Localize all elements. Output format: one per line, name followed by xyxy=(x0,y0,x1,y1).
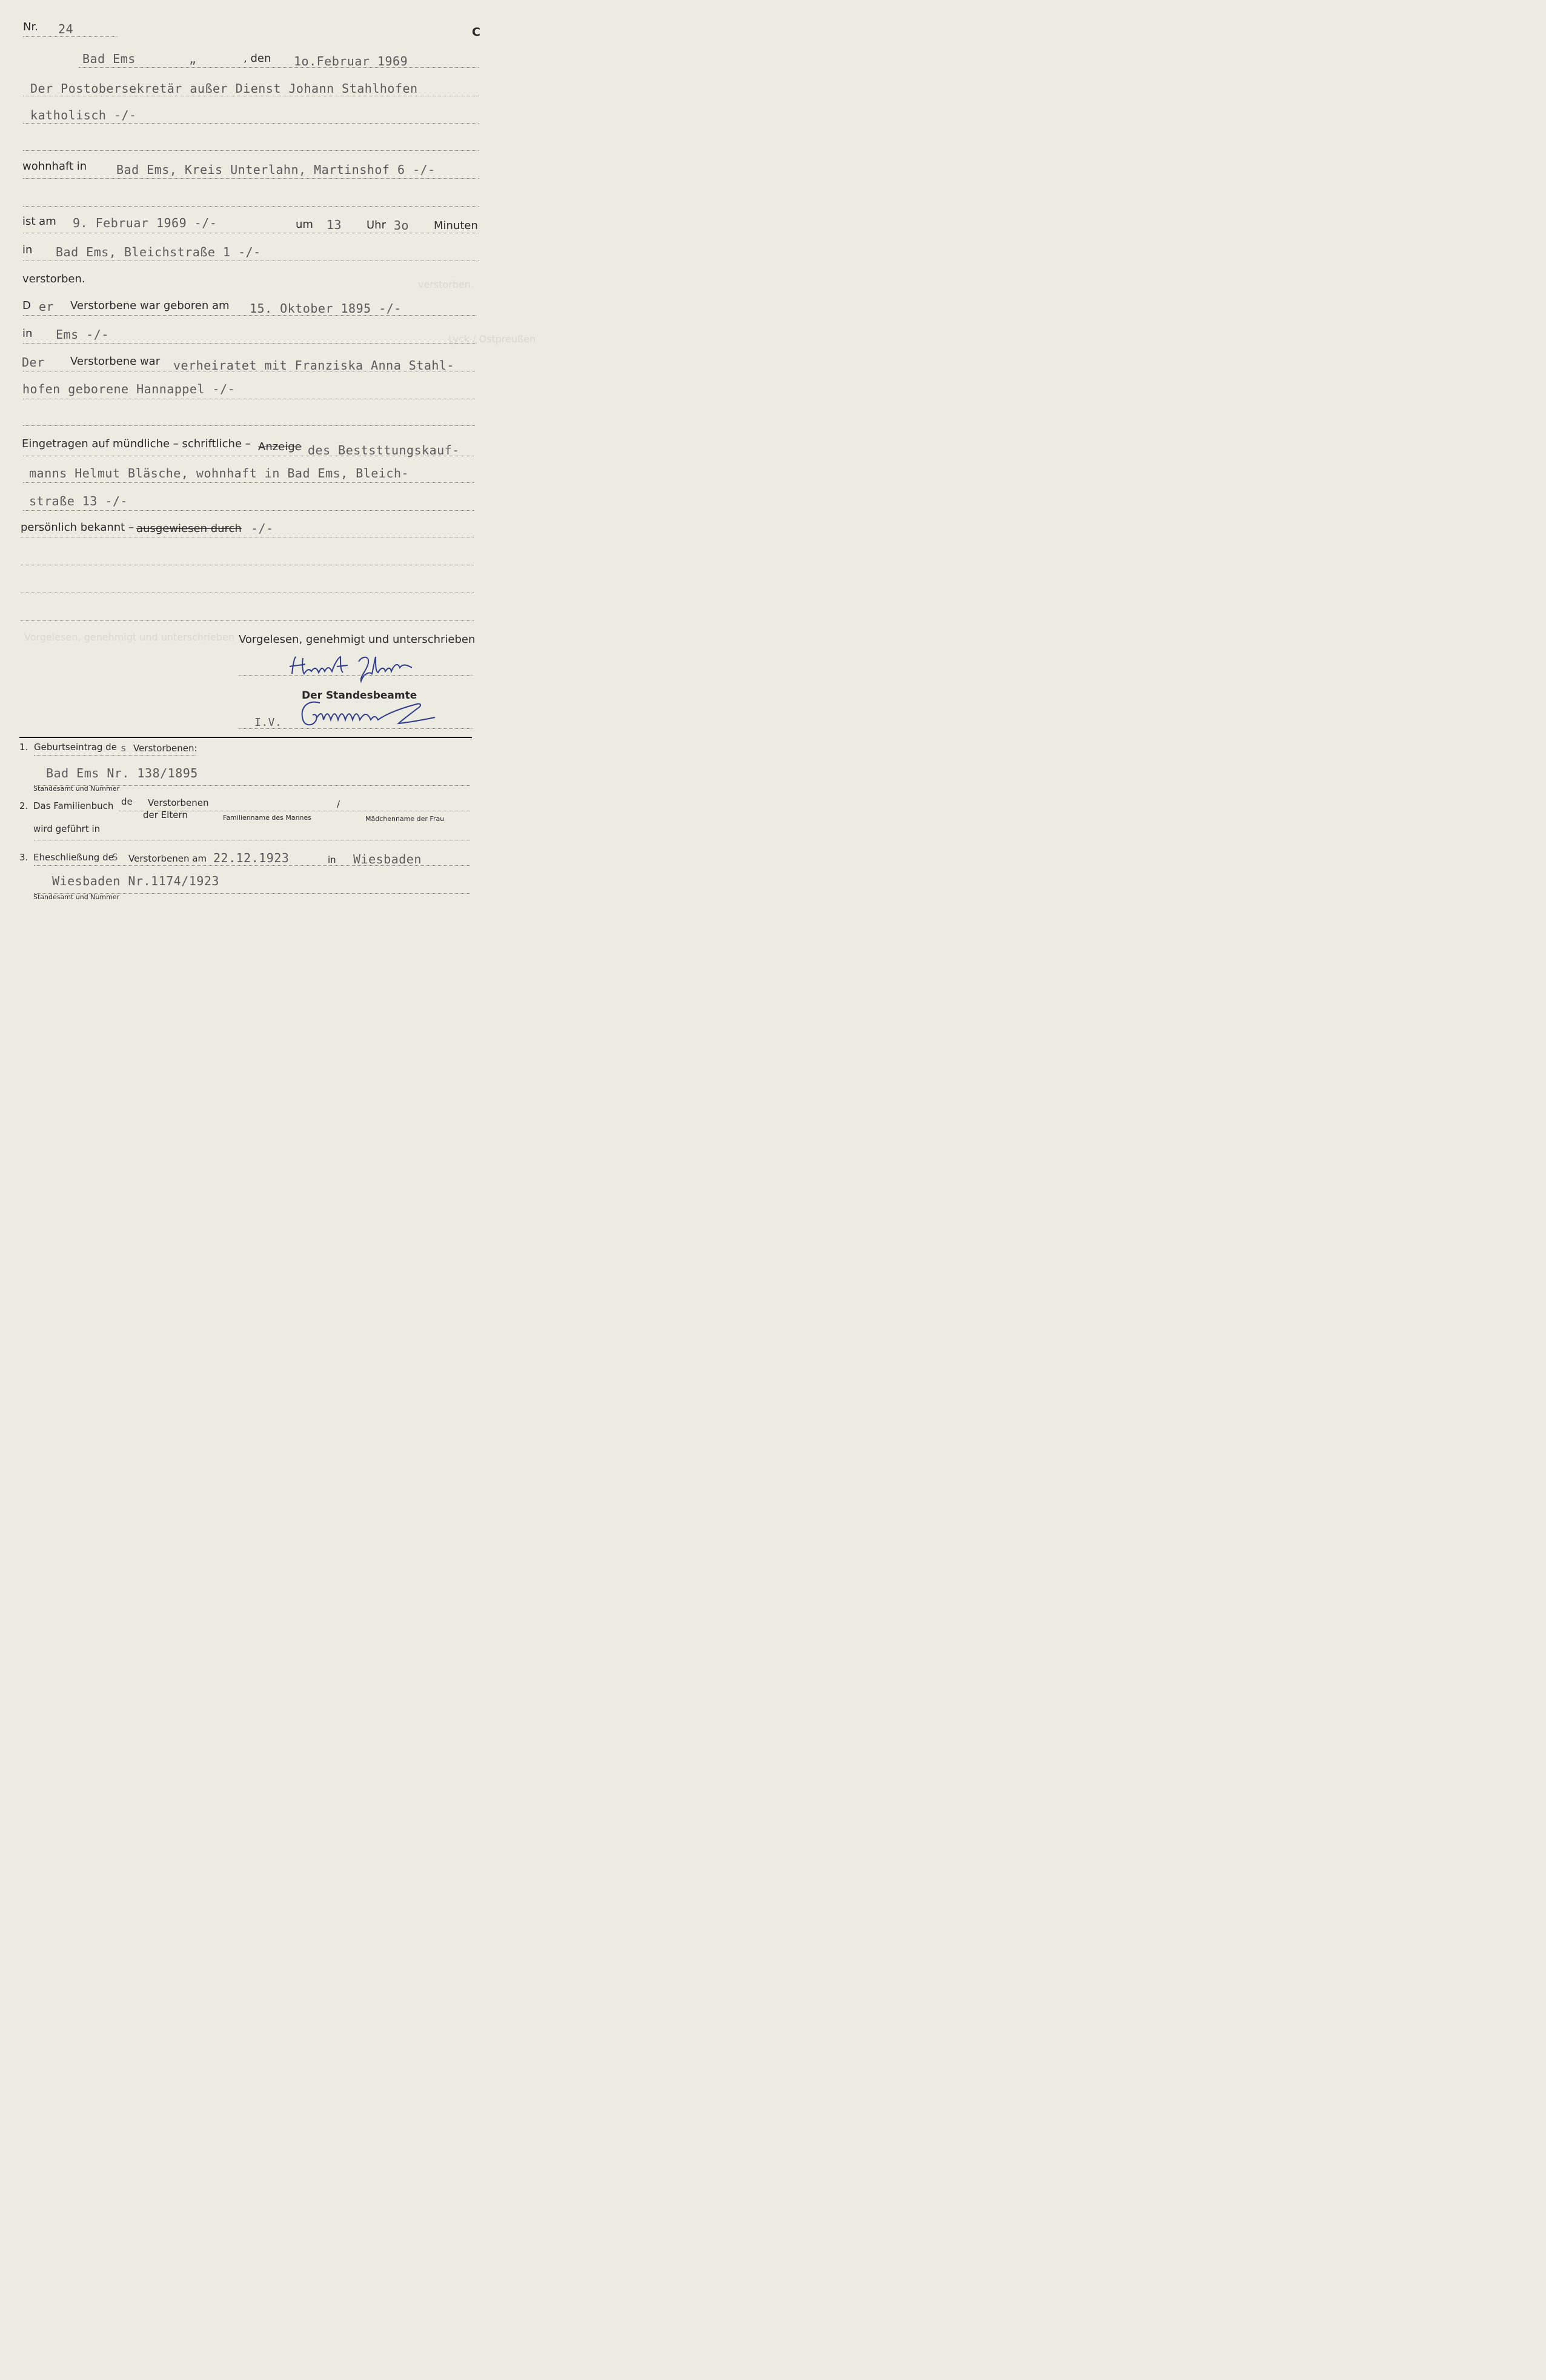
known-struck: ausgewiesen durch xyxy=(136,522,242,535)
registration-line-3: straße 13 -/- xyxy=(29,494,128,508)
birth-er: er xyxy=(39,299,55,314)
nr-line xyxy=(23,36,118,37)
marriage-date: 22.12.1923 xyxy=(213,851,290,865)
death-uhr-label: Uhr xyxy=(367,219,386,231)
place-date-line xyxy=(79,67,479,68)
deceased-line-2-rule xyxy=(23,123,479,124)
office-number-caption: Standesamt und Nummer xyxy=(33,785,120,793)
died-label: verstorben. xyxy=(22,273,85,285)
marriage-place: Wiesbaden xyxy=(353,852,422,866)
office-number-caption-2: Standesamt und Nummer xyxy=(33,893,120,901)
show-through-text: Vorgelesen, genehmigt und unterschrieben xyxy=(24,631,235,643)
blank-rule xyxy=(23,150,479,151)
den-label: , den xyxy=(244,52,271,65)
marital-line-2: hofen geborene Hannappel -/- xyxy=(22,382,236,396)
marriage-label-b: Verstorbenen am xyxy=(128,853,207,864)
registration-rule-2 xyxy=(23,482,474,483)
blank-rule xyxy=(21,620,474,621)
corner-letter: C xyxy=(472,25,480,39)
kept-in-label: wird geführt in xyxy=(33,823,101,834)
informant-signature xyxy=(285,650,424,686)
birth-place: Ems -/- xyxy=(56,327,109,342)
show-through-text: verstorben. xyxy=(418,279,474,290)
death-minutes-label: Minuten xyxy=(434,219,478,232)
family-book-deceased: Verstorbenen xyxy=(148,797,209,808)
birth-date-rule xyxy=(23,315,476,316)
section-divider xyxy=(19,737,472,738)
marital-label: Verstorbene war xyxy=(70,355,161,368)
residence-label: wohnhaft in xyxy=(22,160,87,173)
iv-label: I.V. xyxy=(254,716,282,729)
official-signature xyxy=(296,696,441,732)
note-1-number: 1. xyxy=(19,742,28,753)
known-value: -/- xyxy=(251,521,274,536)
registration-line-1: des Beststtungskauf- xyxy=(308,443,460,457)
birth-entry-label-s: s xyxy=(121,742,127,754)
read-approved-signed: Vorgelesen, genehmigt und unterschrieben xyxy=(239,633,476,646)
family-book-slash: / xyxy=(337,799,340,809)
marital-der: Der xyxy=(22,355,45,370)
registration-line-2: manns Helmut Bläsche, wohnhaft in Bad Ems, Bleich- xyxy=(29,466,410,480)
date: 1o.Februar 1969 xyxy=(294,54,408,68)
birth-place-label: in xyxy=(22,327,33,340)
place: Bad Ems xyxy=(82,52,136,66)
family-book-parents: der Eltern xyxy=(143,809,188,820)
registration-rule-3 xyxy=(23,510,474,511)
residence-value: Bad Ems, Kreis Unterlahn, Martinshof 6 -/- xyxy=(116,162,436,177)
show-through-text: Lyck / Ostpreußen xyxy=(448,333,536,345)
deceased-line-1: Der Postobersekretär außer Dienst Johann Stahlhofen xyxy=(30,81,418,96)
nr-label: Nr. xyxy=(23,21,38,33)
wife-maiden-caption: Mädchenname der Frau xyxy=(365,815,445,823)
death-place-label: in xyxy=(22,244,33,256)
death-minutes: 3o xyxy=(394,218,410,233)
marriage-label-s: S xyxy=(112,851,119,863)
death-place: Bad Ems, Bleichstraße 1 -/- xyxy=(56,245,261,259)
informant-signature-rule xyxy=(239,675,473,676)
note-2-number: 2. xyxy=(19,800,28,811)
nr-value: 24 xyxy=(58,22,74,36)
blank-rule xyxy=(23,206,479,207)
marriage-office-value: Wiesbaden Nr.1174/1923 xyxy=(52,874,219,888)
birth-d: D xyxy=(22,299,31,312)
birth-entry-label-a: Geburtseintrag de xyxy=(34,742,117,753)
official-title: Der Standesbeamte xyxy=(302,690,417,702)
death-date-label: ist am xyxy=(22,215,56,228)
place-sep: „ xyxy=(189,52,197,66)
family-book-de: de xyxy=(121,796,133,807)
death-um-label: um xyxy=(296,218,313,231)
known-label: persönlich bekannt – xyxy=(21,521,134,534)
birth-entry-value: Bad Ems Nr. 138/1895 xyxy=(46,766,198,780)
death-hour: 13 xyxy=(327,218,342,232)
note-3-number: 3. xyxy=(19,852,28,863)
official-signature-rule xyxy=(239,728,473,729)
husband-surname-caption: Familienname des Mannes xyxy=(223,814,312,822)
registration-label: Eingetragen auf mündliche – schriftliche – xyxy=(22,437,251,450)
residence-rule xyxy=(23,178,479,179)
birth-label: Verstorbene war geboren am xyxy=(70,299,230,312)
death-date: 9. Februar 1969 -/- xyxy=(73,216,217,230)
birth-place-rule xyxy=(23,343,476,344)
deceased-line-2: katholisch -/- xyxy=(30,108,137,122)
birth-entry-label-b: Verstorbenen: xyxy=(133,743,197,754)
marriage-rule xyxy=(34,865,470,866)
marital-line-1: verheiratet mit Franziska Anna Stahl- xyxy=(173,358,455,373)
family-book-label: Das Familienbuch xyxy=(33,800,114,811)
registration-struck: Anzeige xyxy=(258,440,302,453)
marriage-in-label: in xyxy=(328,854,336,865)
birth-date: 15. Oktober 1895 -/- xyxy=(250,301,402,316)
blank-rule xyxy=(23,425,475,426)
birth-entry-label-rule xyxy=(34,755,196,756)
marriage-label-a: Eheschließung de xyxy=(33,852,114,863)
